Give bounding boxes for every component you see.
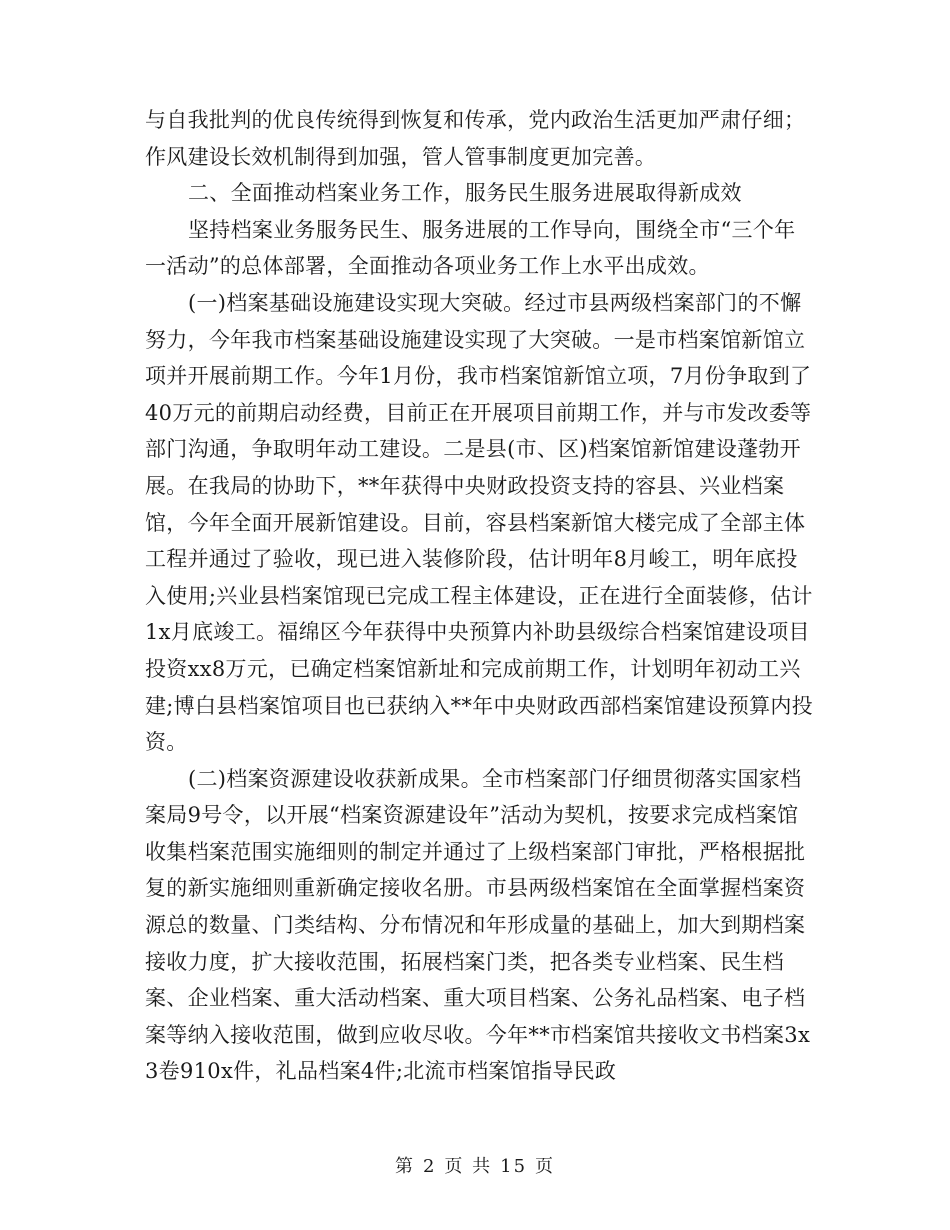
section-heading: 二、全面推动档案业务工作，服务民生服务进展取得新成效 xyxy=(188,181,742,206)
footer-page-number: 2 xyxy=(422,1156,437,1177)
paragraph-resources: (二)档案资源建设收获新成果。全市档案部门仔细贯彻落实国家档案局9号令，以开展“档案资源建设年”活动为契机，按要求完成档案馆收集档案范围实施细则的制定并通过了上级档案部门审批，严格根据批复的新实施细则重新确定接收名册。市县两级档案馆在全面掌握档案资源总的数量、门类结构、分布情况和年形成量的基础上，加大到期档案接收力度，扩大接收范围，拓展档案门类，把各类专业档案、民生档案、企业档案、重大活动档案、重大项目档案、公务礼品档案、电子档案等纳入接收范围，做到应收尽收。今年**市档案馆共接收文书档案3x3卷910x件，礼品档案4件;北流市档案馆指导民政 xyxy=(145,766,811,1084)
footer-middle: 页 共 xyxy=(444,1156,493,1177)
footer-suffix: 页 xyxy=(535,1156,556,1177)
footer-prefix: 第 xyxy=(394,1156,415,1177)
document-body xyxy=(145,102,815,1090)
paragraph-continuation: 与自我批判的优良传统得到恢复和传承，党内政治生活更加严肃仔细；作风建设长效机制得到加强，管人管事制度更加完善。 xyxy=(145,108,806,169)
paragraph-infrastructure: (一)档案基础设施建设实现大突破。经过市县两级档案部门的不懈努力，今年我市档案基础设施建设实现了大突破。一是市档案馆新馆立项并开展前期工作。今年1月份，我市档案馆新馆立项，7月份争取到了40万元的前期启动经费，目前正在开展项目前期工作，并与市发改委等部门沟通，争取明年动工建设。二是县(市、区)档案馆新馆建设蓬勃开展。在我局的协助下，**年获得中央财政投资支持的容县、兴业档案馆，今年全面开展新馆建设。目前，容县档案新馆大楼完成了全部主体工程并通过了验收，现已进入装修阶段，估计明年8月峻工，明年底投入使用;兴业县档案馆现已完成工程主体建设，正在进行全面装修，估计1x月底竣工。福绵区今年获得中央预算内补助县级综合档案馆建设项目投资xx8万元，已确定档案馆新址和完成前期工作，计划明年初动工兴建;博白县档案馆项目也已获纳入**年中央财政西部档案馆建设预算内投资。 xyxy=(145,290,813,755)
paragraph-intro: 坚持档案业务服务民生、服务进展的工作导向，围绕全市“三个年一活动”的总体部署，全面推动各项业务工作上水平出成效。 xyxy=(145,217,796,279)
page-footer xyxy=(0,1152,950,1178)
footer-total-pages: 15 xyxy=(500,1156,528,1177)
